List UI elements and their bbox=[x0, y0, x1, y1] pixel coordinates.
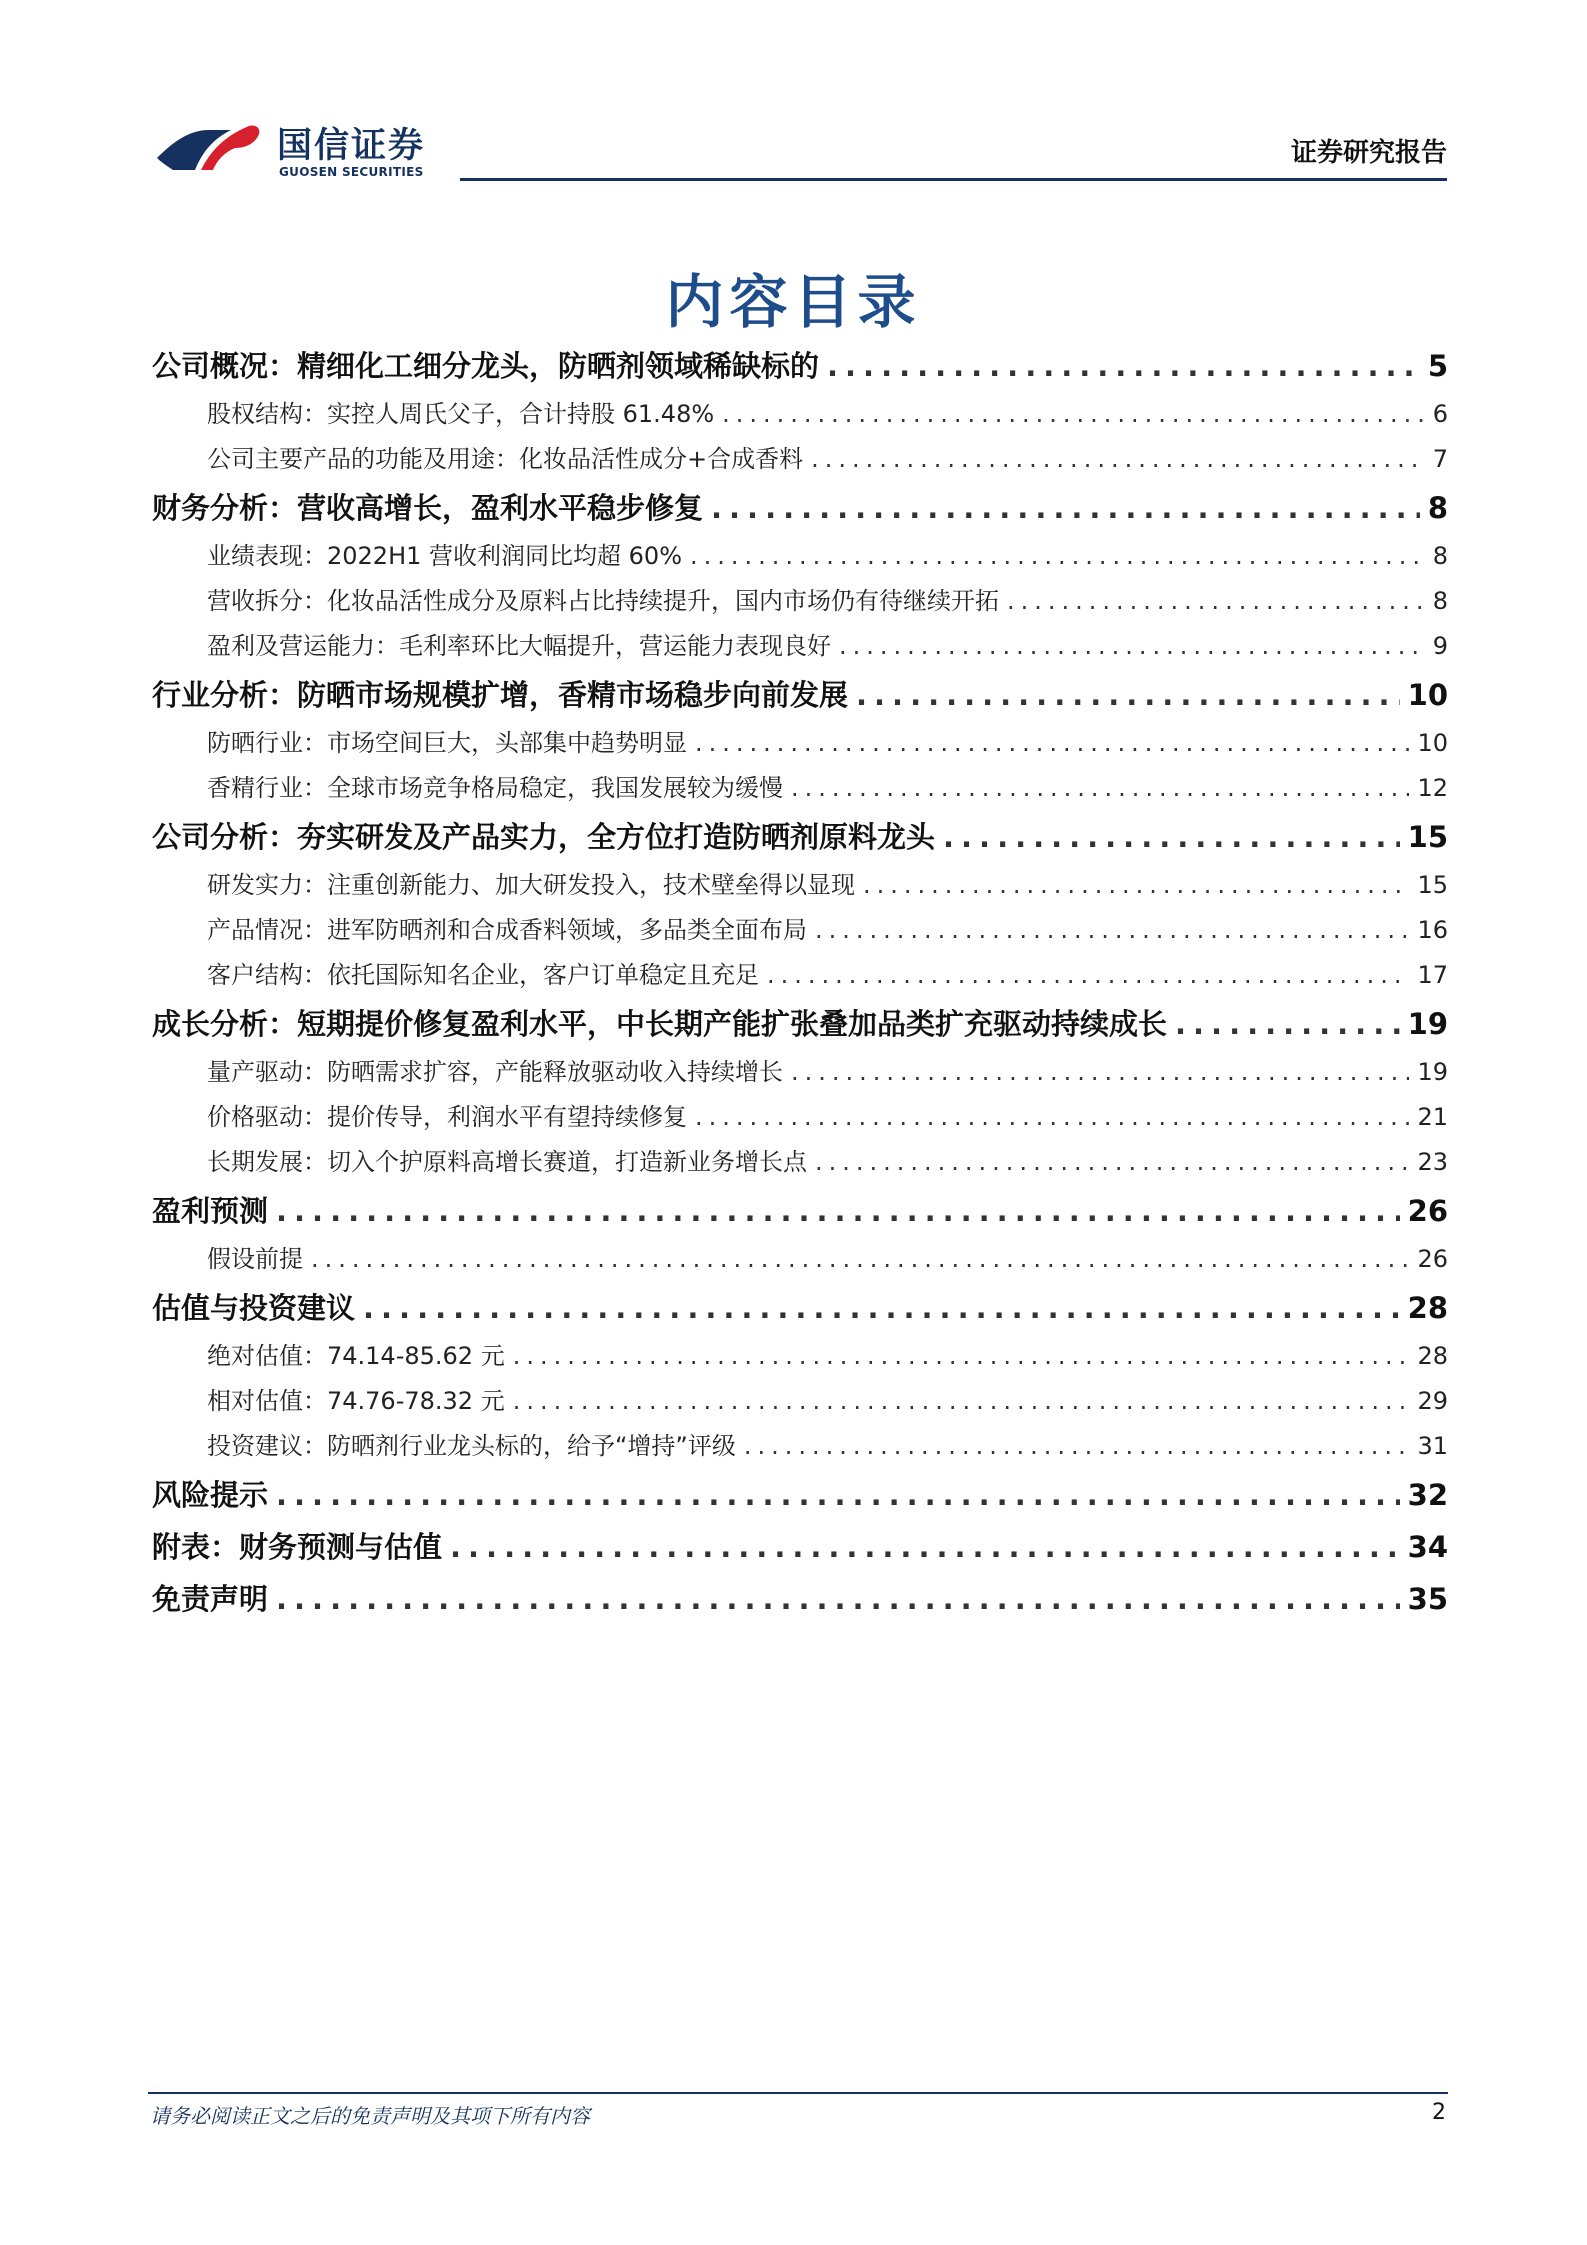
toc-dot-leader bbox=[791, 1050, 1409, 1095]
toc-entry-title: 公司概况：精细化工细分龙头，防晒剂领域稀缺标的 bbox=[152, 349, 820, 383]
toc-dot-leader bbox=[513, 1334, 1410, 1379]
toc-chapter-entry[interactable] bbox=[152, 1469, 1448, 1521]
toc-entry-page: 32 bbox=[1407, 1478, 1448, 1512]
toc-section-entry[interactable] bbox=[152, 863, 1448, 908]
toc-entry-page: 19 bbox=[1407, 1007, 1448, 1041]
toc-entry-page: 8 bbox=[1427, 491, 1448, 525]
toc-entry-page: 6 bbox=[1432, 400, 1448, 428]
logo-english-name: GUOSEN SECURITIES bbox=[279, 165, 424, 179]
toc-entry-page: 12 bbox=[1417, 774, 1448, 802]
toc-chapter-entry[interactable] bbox=[152, 1521, 1448, 1573]
page-header bbox=[155, 112, 1447, 184]
toc-dot-leader bbox=[744, 1424, 1410, 1469]
toc-entry-title: 假设前提 bbox=[207, 1245, 303, 1273]
toc-entry-title: 估值与投资建议 bbox=[152, 1291, 356, 1325]
report-type-label: 证券研究报告 bbox=[1290, 138, 1447, 168]
toc-dot-leader bbox=[839, 624, 1425, 669]
toc-entry-title: 产品情况：进军防晒剂和合成香料领域，多品类全面布局 bbox=[207, 916, 807, 944]
toc-dot-leader bbox=[695, 721, 1409, 766]
logo-chinese-name: 国信证券 bbox=[277, 126, 426, 166]
toc-section-entry[interactable] bbox=[152, 908, 1448, 953]
toc-dot-leader bbox=[815, 908, 1409, 953]
toc-dot-leader bbox=[856, 669, 1400, 721]
toc-section-entry[interactable] bbox=[152, 953, 1448, 998]
toc-dot-leader bbox=[276, 1185, 1400, 1237]
toc-entry-title: 绝对估值：74.14-85.62 元 bbox=[207, 1342, 505, 1370]
toc-dot-leader bbox=[513, 1379, 1410, 1424]
toc-dot-leader bbox=[943, 811, 1400, 863]
toc-dot-leader bbox=[276, 1469, 1400, 1521]
toc-entry-title: 盈利及营运能力：毛利率环比大幅提升，营运能力表现良好 bbox=[207, 632, 831, 660]
toc-section-entry[interactable] bbox=[152, 1424, 1448, 1469]
toc-entry-page: 19 bbox=[1417, 1058, 1448, 1086]
toc-entry-title: 香精行业：全球市场竞争格局稳定，我国发展较为缓慢 bbox=[207, 774, 783, 802]
toc-chapter-entry[interactable] bbox=[152, 811, 1448, 863]
toc-entry-title: 业绩表现：2022H1 营收利润同比均超 60% bbox=[207, 542, 682, 570]
toc-dot-leader bbox=[811, 437, 1425, 482]
toc-entry-title: 盈利预测 bbox=[152, 1194, 269, 1228]
toc-entry-page: 10 bbox=[1407, 678, 1448, 712]
toc-section-entry[interactable] bbox=[152, 1334, 1448, 1379]
toc-entry-title: 相对估值：74.76-78.32 元 bbox=[207, 1387, 505, 1415]
toc-entry-title: 行业分析：防晒市场规模扩增，香精市场稳步向前发展 bbox=[152, 678, 849, 712]
toc-dot-leader bbox=[722, 392, 1425, 437]
toc-chapter-entry[interactable] bbox=[152, 669, 1448, 721]
toc-dot-leader bbox=[767, 953, 1409, 998]
toc-section-entry[interactable] bbox=[152, 437, 1448, 482]
toc-entry-title: 附表：财务预测与估值 bbox=[152, 1530, 443, 1564]
toc-entry-page: 9 bbox=[1432, 632, 1448, 660]
toc-entry-page: 17 bbox=[1417, 961, 1448, 989]
toc-entry-title: 财务分析：营收高增长，盈利水平稳步修复 bbox=[152, 491, 704, 525]
toc-chapter-entry[interactable] bbox=[152, 482, 1448, 534]
toc-dot-leader bbox=[363, 1282, 1400, 1334]
footer-divider bbox=[148, 2092, 1448, 2094]
toc-entry-page: 15 bbox=[1407, 820, 1448, 854]
toc-chapter-entry[interactable] bbox=[152, 998, 1448, 1050]
toc-entry-title: 公司主要产品的功能及用途：化妆品活性成分+合成香料 bbox=[207, 445, 804, 473]
toc-entry-page: 15 bbox=[1417, 871, 1448, 899]
toc-entry-page: 8 bbox=[1432, 542, 1448, 570]
toc-entry-page: 5 bbox=[1427, 349, 1448, 383]
toc-entry-title: 成长分析：短期提价修复盈利水平，中长期产能扩张叠加品类扩充驱动持续成长 bbox=[152, 1007, 1168, 1041]
toc-entry-page: 26 bbox=[1417, 1245, 1448, 1273]
toc-entry-title: 股权结构：实控人周氏父子，合计持股 61.48% bbox=[207, 400, 715, 428]
page-number: 2 bbox=[1432, 2100, 1446, 2125]
toc-entry-title: 长期发展：切入个护原料高增长赛道，打造新业务增长点 bbox=[207, 1148, 807, 1176]
toc-entry-page: 31 bbox=[1417, 1432, 1448, 1460]
toc-dot-leader bbox=[815, 1140, 1409, 1185]
toc-entry-page: 10 bbox=[1417, 729, 1448, 757]
toc-entry-page: 21 bbox=[1417, 1103, 1448, 1131]
toc-entry-title: 客户结构：依托国际知名企业，客户订单稳定且充足 bbox=[207, 961, 759, 989]
toc-section-entry[interactable] bbox=[152, 766, 1448, 811]
toc-entry-page: 16 bbox=[1417, 916, 1448, 944]
toc-section-entry[interactable] bbox=[152, 1379, 1448, 1424]
toc-entry-page: 26 bbox=[1407, 1194, 1448, 1228]
toc-entry-page: 34 bbox=[1407, 1530, 1448, 1564]
header-divider bbox=[460, 178, 1447, 181]
toc-entry-title: 量产驱动：防晒需求扩容，产能释放驱动收入持续增长 bbox=[207, 1058, 783, 1086]
toc-entry-title: 风险提示 bbox=[152, 1478, 269, 1512]
toc-title: 内容目录 bbox=[665, 268, 922, 336]
toc-section-entry[interactable] bbox=[152, 579, 1448, 624]
toc-dot-leader bbox=[276, 1573, 1400, 1625]
toc-dot-leader bbox=[791, 766, 1409, 811]
toc-dot-leader bbox=[863, 863, 1409, 908]
toc-entry-title: 价格驱动：提价传导，利润水平有望持续修复 bbox=[207, 1103, 687, 1131]
toc-chapter-entry[interactable] bbox=[152, 1185, 1448, 1237]
toc-entry-title: 公司分析：夯实研发及产品实力，全方位打造防晒剂原料龙头 bbox=[152, 820, 936, 854]
toc-entry-title: 营收拆分：化妆品活性成分及原料占比持续提升，国内市场仍有待继续开拓 bbox=[207, 587, 999, 615]
toc-dot-leader bbox=[1007, 579, 1425, 624]
toc-section-entry[interactable] bbox=[152, 624, 1448, 669]
toc-section-entry[interactable] bbox=[152, 1095, 1448, 1140]
toc-section-entry[interactable] bbox=[152, 1050, 1448, 1095]
guosen-logo bbox=[155, 112, 445, 184]
toc-entry-title: 投资建议：防晒剂行业龙头标的，给予“增持”评级 bbox=[207, 1432, 736, 1460]
toc-entry-title: 研发实力：注重创新能力、加大研发投入，技术壁垒得以显现 bbox=[207, 871, 855, 899]
toc-entry-page: 28 bbox=[1407, 1291, 1448, 1325]
toc-entry-page: 8 bbox=[1432, 587, 1448, 615]
toc-dot-leader bbox=[311, 1237, 1409, 1282]
toc-dot-leader bbox=[711, 482, 1420, 534]
toc-section-entry[interactable] bbox=[152, 534, 1448, 579]
toc-dot-leader bbox=[827, 340, 1420, 392]
toc-section-entry[interactable] bbox=[152, 721, 1448, 766]
toc-entry-page: 23 bbox=[1417, 1148, 1448, 1176]
table-of-contents bbox=[152, 340, 1448, 1625]
toc-section-entry[interactable] bbox=[152, 1140, 1448, 1185]
toc-section-entry[interactable] bbox=[152, 392, 1448, 437]
toc-chapter-entry[interactable] bbox=[152, 1573, 1448, 1625]
toc-dot-leader bbox=[1175, 998, 1400, 1050]
toc-dot-leader bbox=[450, 1521, 1400, 1573]
toc-dot-leader bbox=[690, 534, 1425, 579]
toc-entry-page: 28 bbox=[1417, 1342, 1448, 1370]
toc-entry-page: 35 bbox=[1407, 1582, 1448, 1616]
toc-entry-title: 免责声明 bbox=[152, 1582, 269, 1616]
toc-chapter-entry[interactable] bbox=[152, 1282, 1448, 1334]
disclaimer-note: 请务必阅读正文之后的免责声明及其项下所有内容 bbox=[150, 2104, 590, 2128]
guosen-logo-icon bbox=[155, 118, 267, 174]
toc-entry-page: 29 bbox=[1417, 1387, 1448, 1415]
toc-entry-page: 7 bbox=[1432, 445, 1448, 473]
toc-dot-leader bbox=[695, 1095, 1409, 1140]
toc-entry-title: 防晒行业：市场空间巨大，头部集中趋势明显 bbox=[207, 729, 687, 757]
toc-chapter-entry[interactable] bbox=[152, 340, 1448, 392]
toc-section-entry[interactable] bbox=[152, 1237, 1448, 1282]
